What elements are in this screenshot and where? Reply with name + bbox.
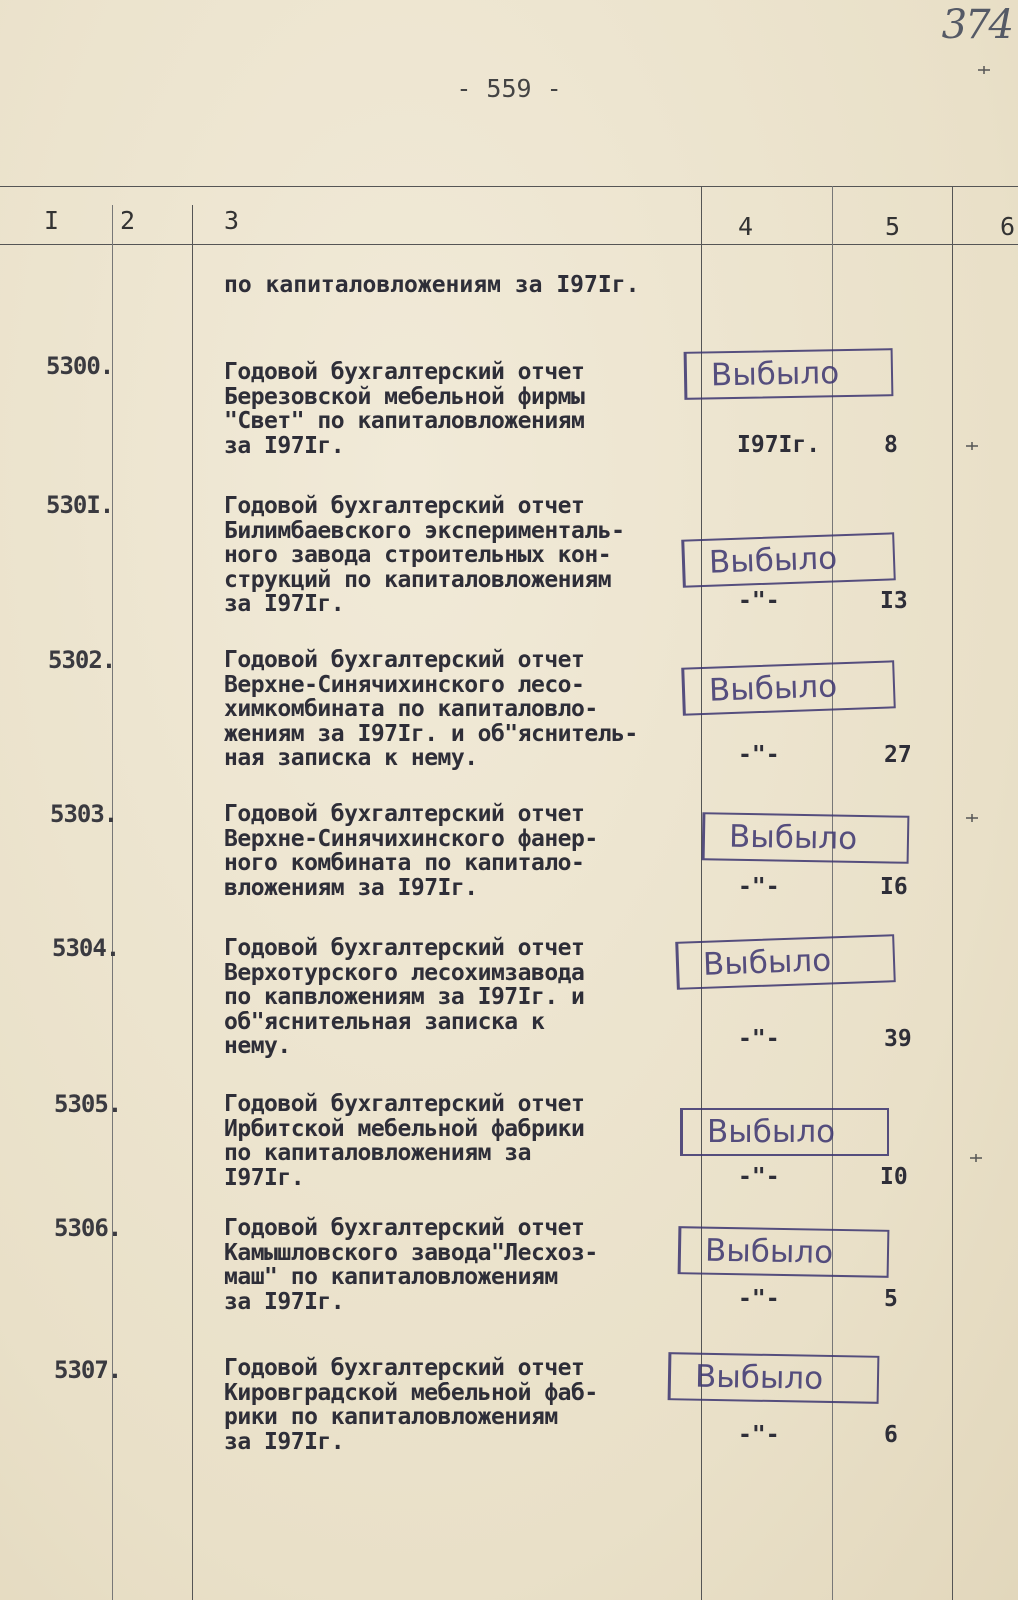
column-divider-1 [112,205,113,1600]
stamp: Выбыло [678,1226,890,1278]
entry-sheet-count: I6 [880,874,908,900]
margin-tick-mark [966,440,978,452]
entry-sheet-count: 27 [884,742,912,768]
entry-number: 5307. [54,1356,122,1384]
entry-description: Годовой бухгалтерский отчет Верхотурского лесохимзавода по капвложениям за I97Iг. и об"яснительная записка к нему. [224,935,585,1059]
archive-sheet-number: 374 [941,2,1012,48]
column-divider-5 [952,186,953,1600]
column-header-1: I [44,206,60,235]
stamp: Выбыло [681,532,896,587]
entry-sheet-count: 6 [884,1422,898,1448]
table-top-rule [0,186,1018,187]
column-header-2: 2 [120,206,136,235]
entry-description: Годовой бухгалтерский отчет Березовской мебельной фирмы "Свет" по капиталовложениям за I97Iг. [224,359,585,459]
entry-year: -"- [738,1422,780,1448]
page-number: - 559 - [456,74,562,103]
entry-description: Годовой бухгалтерский отчет Билимбаевского эксперименталь- ного завода строительных кон- струкций по капиталовложениям за I97Iг. [224,493,625,617]
entry-sheet-count: I3 [880,588,908,614]
entry-sheet-count: 5 [884,1286,898,1312]
entry-description: Годовой бухгалтерский отчет Верхне-Синячихинского фанер- ного комбината по капитало- вложениям за I97Iг. [224,801,598,901]
entry-year: -"- [738,1164,780,1190]
stamp: Выбыло [681,660,896,715]
column-header-3: 3 [224,206,240,235]
header-bottom-rule [0,244,1018,245]
stamp: Выбыло [684,348,894,400]
continuation-text: по капиталовложениям за I97Iг. [224,272,640,298]
entry-number: 5306. [54,1214,122,1242]
entry-year: -"- [738,1286,780,1312]
entry-number: 5304. [52,934,120,962]
entry-number: 5305. [54,1090,122,1118]
entry-year: -"- [738,742,780,768]
margin-tick-mark [966,812,978,824]
column-header-4: 4 [738,212,754,241]
margin-tick-mark [978,64,990,76]
entry-number: 5300. [46,352,114,380]
entry-description: Годовой бухгалтерский отчет Верхне-Синячихинского лесо- химкомбината по капиталовло- жениям за I97Iг. и об"яснитель- ная записка к нему. [224,647,638,771]
column-header-5: 5 [885,212,901,241]
entry-description: Годовой бухгалтерский отчет Ирбитской мебельной фабрики по капиталовложениям за I97Iг. [224,1091,585,1191]
entry-year: -"- [738,1026,780,1052]
entry-number: 5302. [48,646,116,674]
entry-number: 5303. [50,800,118,828]
entry-description: Годовой бухгалтерский отчет Камышловского завода"Лесхоз- маш" по капиталовложениям за I97Iг. [224,1215,598,1315]
entry-number: 530I. [46,491,114,519]
entry-sheet-count: 39 [884,1026,912,1052]
column-divider-2 [192,205,193,1600]
entry-sheet-count: I0 [880,1164,908,1190]
column-header-6: 6 [1000,212,1016,241]
stamp: Выбыло [680,1108,889,1156]
entry-year: -"- [738,874,780,900]
entry-year: -"- [738,588,780,614]
entry-sheet-count: 8 [884,432,898,458]
stamp: Выбыло [668,1352,880,1404]
entry-description: Годовой бухгалтерский отчет Кировградской мебельной фаб- рики по капиталовложениям за I97Iг. [224,1355,598,1455]
stamp: Выбыло [675,934,896,990]
margin-tick-mark [970,1152,982,1164]
entry-year: I97Iг. [737,432,821,458]
stamp: Выбыло [702,812,910,864]
